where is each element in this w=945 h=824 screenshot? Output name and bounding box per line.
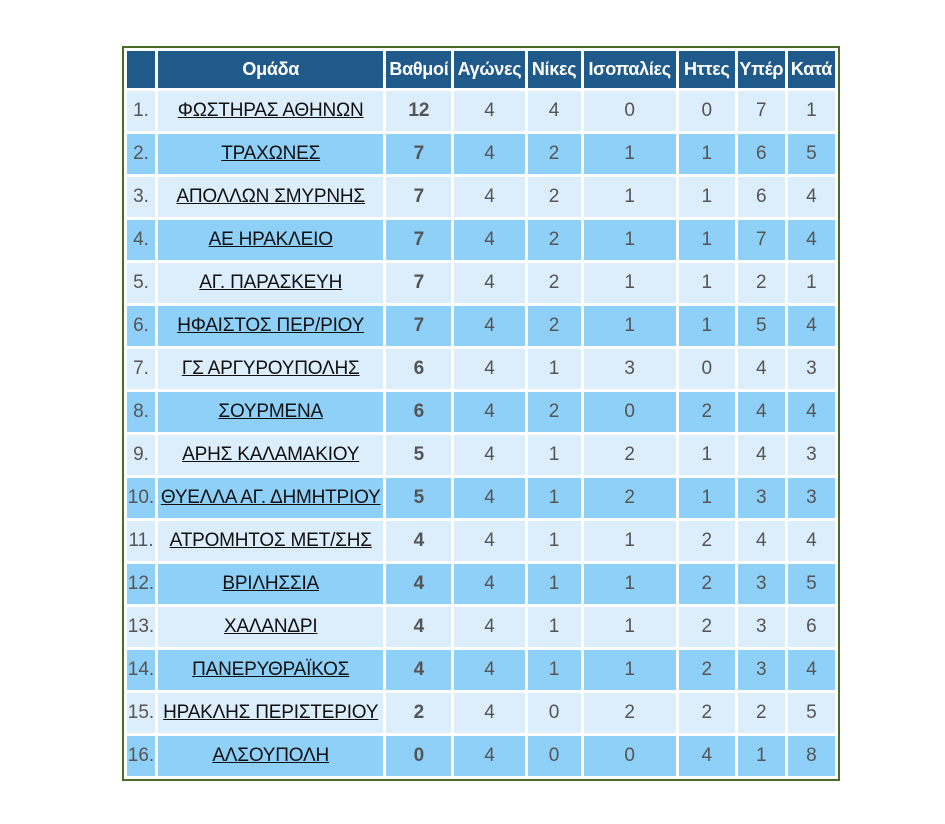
played-cell: 4 [454, 736, 524, 776]
losses-cell: 1 [679, 306, 735, 346]
losses-cell: 2 [679, 650, 735, 690]
team-link[interactable]: ΓΣ ΑΡΓΥΡΟΥΠΟΛΗΣ [181, 358, 360, 379]
wins-cell: 4 [528, 91, 581, 131]
table-row [127, 736, 835, 776]
team-link[interactable]: ΘΥΕΛΛΑ ΑΓ. ΔΗΜΗΤΡΙΟΥ [160, 487, 381, 508]
table-row [127, 521, 835, 561]
goals-for-cell: 7 [738, 220, 785, 260]
played-cell: 4 [454, 306, 524, 346]
wins-cell: 2 [528, 177, 581, 217]
position-cell: 2. [127, 134, 155, 174]
position-cell: 10. [127, 478, 155, 518]
position-cell: 3. [127, 177, 155, 217]
team-cell [158, 349, 383, 389]
team-link[interactable]: ΑΕ ΗΡΑΚΛΕΙΟ [208, 229, 333, 250]
goals-for-cell: 5 [738, 306, 785, 346]
header-draws[interactable]: Ισοπαλίες [584, 51, 676, 88]
played-cell: 4 [454, 134, 524, 174]
points-cell: 7 [386, 263, 451, 303]
losses-cell: 1 [679, 435, 735, 475]
team-link[interactable]: ΗΦΑΙΣΤΟΣ ΠΕΡ/ΡΙΟΥ [177, 315, 365, 336]
goals-against-cell: 4 [788, 650, 835, 690]
losses-cell: 2 [679, 564, 735, 604]
team-cell [158, 435, 383, 475]
wins-cell: 0 [528, 693, 581, 733]
draws-cell: 2 [584, 693, 676, 733]
goals-for-cell: 6 [738, 134, 785, 174]
wins-cell: 1 [528, 650, 581, 690]
played-cell: 4 [454, 349, 524, 389]
standings-frame [122, 46, 840, 781]
position-cell: 9. [127, 435, 155, 475]
goals-for-cell: 2 [738, 693, 785, 733]
goals-against-cell: 4 [788, 177, 835, 217]
goals-for-cell: 1 [738, 736, 785, 776]
team-link[interactable]: ΑΓ. ΠΑΡΑΣΚΕΥΗ [199, 272, 343, 293]
points-cell: 4 [386, 650, 451, 690]
points-cell: 6 [386, 392, 451, 432]
draws-cell: 1 [584, 306, 676, 346]
draws-cell: 1 [584, 607, 676, 647]
played-cell: 4 [454, 607, 524, 647]
losses-cell: 2 [679, 607, 735, 647]
played-cell: 4 [454, 263, 524, 303]
goals-for-cell: 3 [738, 607, 785, 647]
points-cell: 4 [386, 564, 451, 604]
played-cell: 4 [454, 220, 524, 260]
wins-cell: 1 [528, 478, 581, 518]
table-row [127, 349, 835, 389]
points-cell: 7 [386, 177, 451, 217]
team-cell [158, 564, 383, 604]
goals-for-cell: 4 [738, 392, 785, 432]
losses-cell: 4 [679, 736, 735, 776]
team-cell [158, 478, 383, 518]
goals-against-cell: 3 [788, 478, 835, 518]
goals-against-cell: 4 [788, 392, 835, 432]
draws-cell: 0 [584, 392, 676, 432]
played-cell: 4 [454, 91, 524, 131]
played-cell: 4 [454, 521, 524, 561]
team-link[interactable]: ΣΟΥΡΜΕΝΑ [218, 401, 323, 422]
standings-table [124, 48, 838, 779]
played-cell: 4 [454, 564, 524, 604]
points-cell: 4 [386, 521, 451, 561]
points-cell: 2 [386, 693, 451, 733]
team-link[interactable]: ΑΛΣΟΥΠΟΛΗ [212, 745, 330, 766]
points-cell: 7 [386, 220, 451, 260]
played-cell: 4 [454, 693, 524, 733]
draws-cell: 0 [584, 736, 676, 776]
goals-against-cell: 3 [788, 349, 835, 389]
wins-cell: 2 [528, 134, 581, 174]
wins-cell: 1 [528, 349, 581, 389]
losses-cell: 1 [679, 134, 735, 174]
team-cell [158, 736, 383, 776]
goals-against-cell: 8 [788, 736, 835, 776]
table-row [127, 564, 835, 604]
table-row [127, 478, 835, 518]
losses-cell: 1 [679, 263, 735, 303]
position-cell: 1. [127, 91, 155, 131]
draws-cell: 1 [584, 177, 676, 217]
draws-cell: 2 [584, 435, 676, 475]
team-cell [158, 91, 383, 131]
wins-cell: 2 [528, 263, 581, 303]
team-link[interactable]: ΗΡΑΚΛΗΣ ΠΕΡΙΣΤΕΡΙΟΥ [163, 702, 379, 723]
draws-cell: 1 [584, 134, 676, 174]
wins-cell: 1 [528, 607, 581, 647]
team-cell [158, 392, 383, 432]
team-link[interactable]: ΦΩΣΤΗΡΑΣ ΑΘΗΝΩΝ [177, 100, 364, 121]
table-row [127, 607, 835, 647]
goals-for-cell: 4 [738, 349, 785, 389]
position-cell: 14. [127, 650, 155, 690]
wins-cell: 1 [528, 435, 581, 475]
losses-cell: 1 [679, 220, 735, 260]
losses-cell: 1 [679, 478, 735, 518]
team-cell [158, 220, 383, 260]
table-row [127, 134, 835, 174]
table-row [127, 220, 835, 260]
played-cell: 4 [454, 392, 524, 432]
draws-cell: 2 [584, 478, 676, 518]
table-row [127, 177, 835, 217]
team-link[interactable]: ΧΑΛΑΝΔΡΙ [223, 616, 318, 637]
table-row [127, 435, 835, 475]
points-cell: 12 [386, 91, 451, 131]
wins-cell: 2 [528, 392, 581, 432]
losses-cell: 0 [679, 91, 735, 131]
goals-against-cell: 5 [788, 693, 835, 733]
table-row [127, 693, 835, 733]
header-losses[interactable]: Ηττες [679, 51, 735, 88]
goals-against-cell: 4 [788, 306, 835, 346]
position-cell: 12. [127, 564, 155, 604]
losses-cell: 2 [679, 693, 735, 733]
table-row [127, 650, 835, 690]
draws-cell: 1 [584, 564, 676, 604]
played-cell: 4 [454, 435, 524, 475]
position-cell: 13. [127, 607, 155, 647]
draws-cell: 3 [584, 349, 676, 389]
goals-against-cell: 4 [788, 220, 835, 260]
header-row [127, 51, 835, 88]
team-cell [158, 177, 383, 217]
header-goals-against[interactable]: Κατά [788, 51, 835, 88]
points-cell: 6 [386, 349, 451, 389]
wins-cell: 1 [528, 564, 581, 604]
goals-for-cell: 3 [738, 478, 785, 518]
team-link[interactable]: ΑΤΡΟΜΗΤΟΣ ΜΕΤ/ΣΗΣ [169, 530, 372, 551]
wins-cell: 0 [528, 736, 581, 776]
header-team[interactable]: Ομάδα [158, 51, 383, 88]
played-cell: 4 [454, 478, 524, 518]
team-cell [158, 650, 383, 690]
losses-cell: 1 [679, 177, 735, 217]
draws-cell: 1 [584, 650, 676, 690]
losses-cell: 0 [679, 349, 735, 389]
table-row [127, 392, 835, 432]
standings-body [127, 91, 835, 776]
goals-against-cell: 1 [788, 91, 835, 131]
goals-against-cell: 3 [788, 435, 835, 475]
points-cell: 5 [386, 478, 451, 518]
table-row [127, 263, 835, 303]
played-cell: 4 [454, 650, 524, 690]
goals-for-cell: 7 [738, 91, 785, 131]
points-cell: 5 [386, 435, 451, 475]
table-row [127, 91, 835, 131]
points-cell: 7 [386, 134, 451, 174]
goals-for-cell: 4 [738, 435, 785, 475]
goals-against-cell: 5 [788, 134, 835, 174]
team-cell [158, 263, 383, 303]
header-wins[interactable]: Νίκες [528, 51, 581, 88]
goals-against-cell: 1 [788, 263, 835, 303]
losses-cell: 2 [679, 392, 735, 432]
header-played[interactable]: Αγώνες [454, 51, 524, 88]
goals-against-cell: 6 [788, 607, 835, 647]
goals-for-cell: 3 [738, 564, 785, 604]
team-link[interactable]: ΤΡΑΧΩΝΕΣ [221, 143, 321, 164]
team-cell [158, 693, 383, 733]
position-cell: 16. [127, 736, 155, 776]
goals-for-cell: 6 [738, 177, 785, 217]
wins-cell: 2 [528, 220, 581, 260]
played-cell: 4 [454, 177, 524, 217]
team-cell [158, 134, 383, 174]
team-link[interactable]: ΒΡΙΛΗΣΣΙΑ [222, 573, 320, 594]
points-cell: 7 [386, 306, 451, 346]
header-goals-for[interactable]: Υπέρ [738, 51, 785, 88]
goals-for-cell: 2 [738, 263, 785, 303]
team-cell [158, 521, 383, 561]
draws-cell: 1 [584, 220, 676, 260]
team-link[interactable]: ΠΑΝΕΡΥΘΡΑΪΚΟΣ [192, 659, 350, 680]
table-row [127, 306, 835, 346]
team-cell [158, 306, 383, 346]
wins-cell: 1 [528, 521, 581, 561]
team-link[interactable]: ΑΠΟΛΛΩΝ ΣΜΥΡΝΗΣ [176, 186, 365, 207]
draws-cell: 1 [584, 263, 676, 303]
header-points[interactable]: Βαθμοί [386, 51, 451, 88]
header-position [127, 51, 155, 88]
wins-cell: 2 [528, 306, 581, 346]
goals-against-cell: 5 [788, 564, 835, 604]
position-cell: 6. [127, 306, 155, 346]
draws-cell: 0 [584, 91, 676, 131]
points-cell: 0 [386, 736, 451, 776]
team-link[interactable]: ΑΡΗΣ ΚΑΛΑΜΑΚΙΟΥ [182, 444, 360, 465]
losses-cell: 2 [679, 521, 735, 561]
goals-for-cell: 4 [738, 521, 785, 561]
position-cell: 4. [127, 220, 155, 260]
goals-for-cell: 3 [738, 650, 785, 690]
points-cell: 4 [386, 607, 451, 647]
position-cell: 8. [127, 392, 155, 432]
position-cell: 11. [127, 521, 155, 561]
goals-against-cell: 4 [788, 521, 835, 561]
position-cell: 7. [127, 349, 155, 389]
team-cell [158, 607, 383, 647]
draws-cell: 1 [584, 521, 676, 561]
position-cell: 15. [127, 693, 155, 733]
position-cell: 5. [127, 263, 155, 303]
